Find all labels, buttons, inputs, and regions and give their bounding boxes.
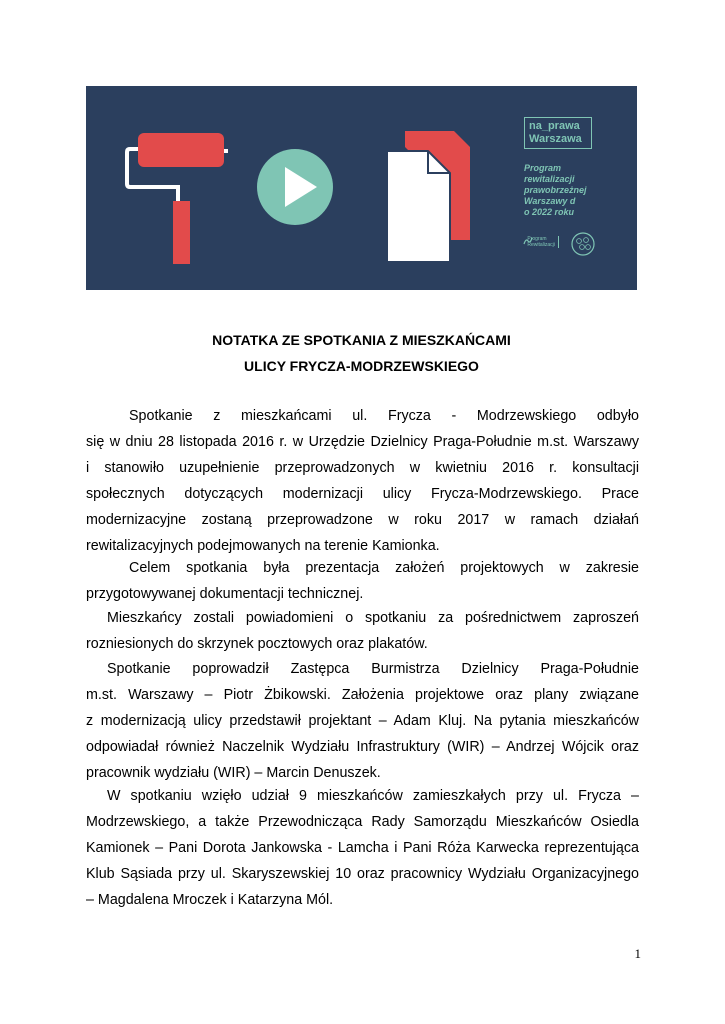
text-line: Celem spotkania była prezentacja założeń projektowych w zakresie bbox=[129, 560, 639, 576]
paint-roller-icon bbox=[127, 133, 228, 264]
text-line: pracownik wydziału (WIR) – Marcin Denuszek. bbox=[86, 765, 381, 781]
small-logo-line: Rewitalizacji bbox=[527, 242, 555, 248]
page-number: 1 bbox=[634, 946, 641, 961]
text-line: społecznych dotyczących modernizacji ulicy Frycza-Modrzewskiego. Prace bbox=[86, 486, 639, 502]
text-line: się w dniu 28 listopada 2016 r. w Urzędzie Dzielnicy Praga-Południe m.st. Warszawy bbox=[86, 434, 639, 450]
text-line: modernizacyjne zostaną przeprowadzone w roku 2017 w ramach działań bbox=[86, 512, 639, 528]
program-line: Program bbox=[524, 163, 562, 173]
paragraph-meeting-info bbox=[86, 403, 639, 559]
text-line: Spotkanie z mieszkańcami ul. Frycza - Modrzewskiego odbyło bbox=[129, 408, 639, 424]
text-line: – Magdalena Mroczek i Katarzyna Mól. bbox=[86, 892, 334, 908]
header-banner bbox=[86, 86, 637, 290]
brand-logo bbox=[524, 117, 592, 149]
text-line: m.st. Warszawy – Piotr Żbikowski. Założenia projektowe oraz plany związane bbox=[86, 687, 639, 703]
small-logo-line: Program bbox=[527, 236, 547, 242]
text-line: przygotowywanej dokumentacji technicznej. bbox=[86, 586, 364, 602]
text-line: Spotkanie poprowadził Zastępca Burmistrza Dzielnicy Praga-Południe bbox=[107, 661, 639, 677]
document-title-line-1: NOTATKA ZE SPOTKANIA Z MIESZKAŃCAMI bbox=[212, 332, 511, 348]
program-line: o 2022 roku bbox=[524, 207, 575, 217]
text-line: rewitalizacyjnych podejmowanych na terenie Kamionka. bbox=[86, 538, 440, 554]
text-line: odpowiadał również Naczelnik Wydziału Infrastruktury (WIR) – Andrzej Wójcik oraz bbox=[86, 739, 639, 755]
text-line: Kamionek – Pani Dorota Jankowska - Lamcha i Pani Róża Karwecka reprezentująca bbox=[86, 840, 639, 856]
text-line: rozniesionych do skrzynek pocztowych oraz plakatów. bbox=[86, 636, 428, 652]
paragraph-attendees bbox=[86, 783, 639, 913]
documents-icon bbox=[387, 131, 470, 262]
text-line: W spotkaniu wzięło udział 9 mieszkańców zamieszkałych przy ul. Frycza – bbox=[107, 788, 639, 804]
program-description bbox=[524, 163, 624, 218]
brand-logo-bottom: Warszawa bbox=[529, 133, 582, 145]
text-line: i stanowiło uzupełnienie przeprowadzonych w kwietniu 2016 r. konsultacji bbox=[86, 460, 639, 476]
play-icon[interactable] bbox=[257, 149, 333, 225]
program-line: Warszawy d bbox=[524, 196, 576, 206]
program-line: rewitalizacji bbox=[524, 174, 575, 184]
paragraph-meeting-goal bbox=[86, 555, 639, 607]
program-line: prawobrzeżnej bbox=[524, 185, 587, 195]
text-line: Modrzewskiego, a także Przewodnicząca Rady Samorządu Mieszkańców Osiedla bbox=[86, 814, 639, 830]
program-rewitalizacji-logo bbox=[523, 236, 559, 248]
text-line: Mieszkańcy zostali powiadomieni o spotkaniu za pośrednictwem zaproszeń bbox=[107, 610, 639, 626]
text-line: Klub Sąsiada przy ul. Skaryszewskiej 10 oraz pracownicy Wydziału Organizacyjnego bbox=[86, 866, 639, 882]
paragraph-notification bbox=[86, 605, 639, 657]
leaf-emblem-icon bbox=[572, 233, 594, 255]
document-title-line-2: ULICY FRYCZA-MODRZEWSKIEGO bbox=[244, 358, 479, 374]
paragraph-participants-officials bbox=[86, 656, 639, 786]
text-line: z modernizacją ulicy przedstawił projektant – Adam Kluj. Na pytania mieszkańców bbox=[86, 713, 639, 729]
brand-logo-top: na_prawa bbox=[529, 120, 580, 132]
